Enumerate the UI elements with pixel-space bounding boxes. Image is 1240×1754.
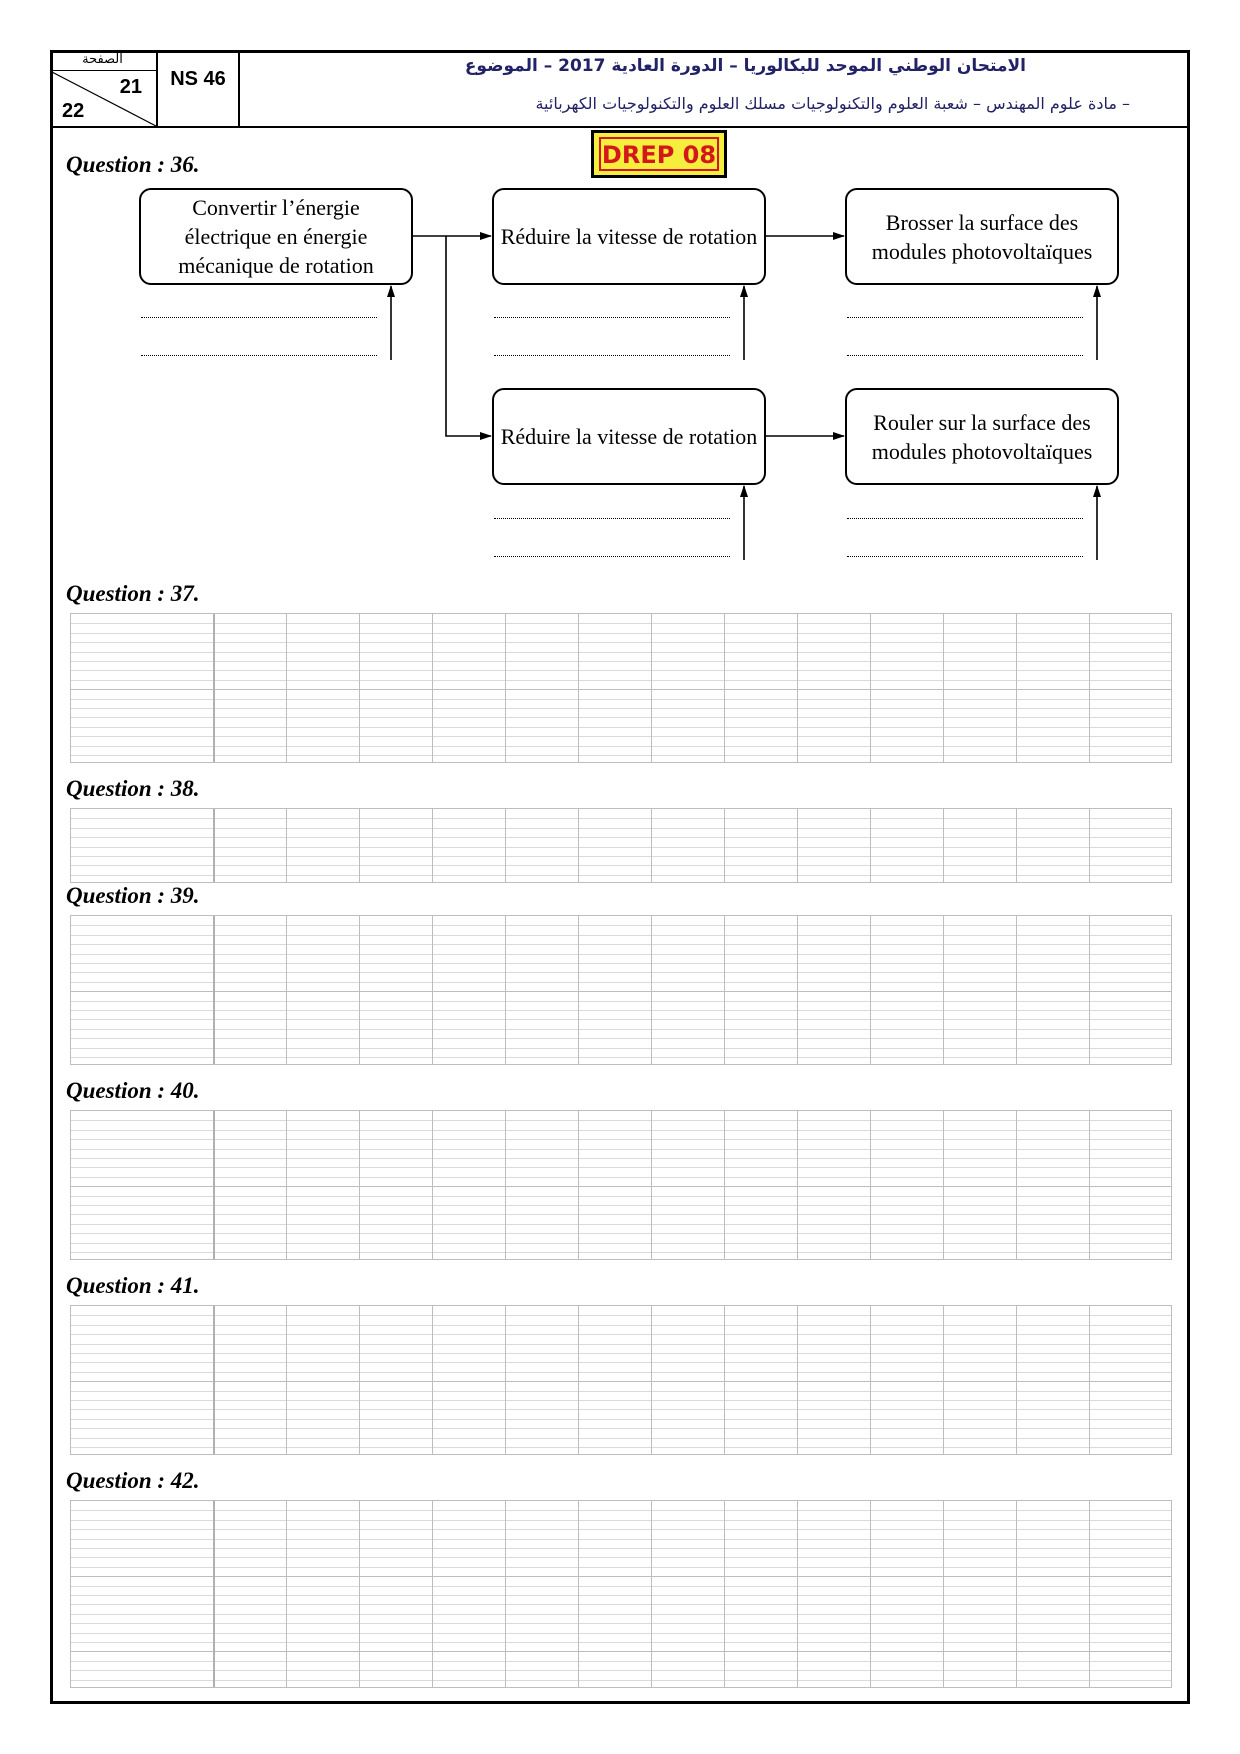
grid-rule — [71, 1120, 1171, 1121]
grid-rule — [71, 1548, 1171, 1549]
grid-rule — [71, 1362, 1171, 1363]
grid-column — [359, 916, 360, 1064]
grid-rule — [71, 1391, 1171, 1392]
grid-column — [1089, 916, 1090, 1064]
grid-column — [286, 1306, 287, 1454]
exam-code: NS 46 — [158, 50, 240, 126]
grid-column — [651, 1111, 652, 1259]
grid-rule — [71, 1139, 1171, 1140]
grid-column — [943, 1111, 944, 1259]
grid-column — [432, 809, 433, 882]
grid-rule — [71, 1661, 1171, 1662]
answer-dots-brush-2[interactable] — [847, 355, 1083, 356]
grid-rule — [71, 727, 1171, 728]
grid-column — [870, 1306, 871, 1454]
exam-title — [240, 50, 1186, 126]
grid-rule — [71, 1252, 1171, 1253]
grid-column — [1016, 916, 1017, 1064]
grid-rule — [71, 1196, 1171, 1197]
grid-rule — [71, 875, 1171, 876]
grid-column — [1089, 1306, 1090, 1454]
answer-dots-brush-1[interactable] — [847, 317, 1083, 318]
grid-rule — [71, 1372, 1171, 1373]
grid-column — [870, 809, 871, 882]
question-39-label: Question : 39. — [66, 883, 200, 908]
grid-rule — [71, 1177, 1171, 1178]
grid-column — [797, 916, 798, 1064]
grid-rule — [71, 982, 1171, 983]
grid-column — [797, 1501, 798, 1687]
grid-rule — [71, 1048, 1171, 1049]
function-box-brush: Brosser la surface des modules photovoltaïques — [845, 188, 1119, 285]
grid-column — [213, 614, 215, 762]
grid-rule — [71, 828, 1171, 829]
grid-column — [1016, 1111, 1017, 1259]
grid-rule — [71, 1029, 1171, 1030]
grid-column — [870, 614, 871, 762]
grid-column — [505, 1501, 506, 1687]
answer-dots-roll-2[interactable] — [847, 556, 1083, 557]
grid-rule — [71, 1233, 1171, 1234]
question-38-label: Question : 38. — [66, 776, 200, 801]
grid-column — [505, 809, 506, 882]
page-number-box — [50, 50, 158, 126]
grid-column — [1016, 1306, 1017, 1454]
grid-rule — [71, 1595, 1171, 1596]
grid-column — [213, 1306, 215, 1454]
grid-rule — [71, 736, 1171, 737]
answer-dots-convert-2[interactable] — [141, 355, 377, 356]
grid-rule — [71, 1633, 1171, 1634]
answer-dots-reduce-top-1[interactable] — [494, 317, 730, 318]
grid-column — [1016, 809, 1017, 882]
grid-rule — [71, 1344, 1171, 1345]
grid-rule — [71, 1214, 1171, 1215]
grid-column — [359, 809, 360, 882]
grid-rule — [71, 972, 1171, 973]
grid-column — [578, 916, 579, 1064]
grid-column — [797, 809, 798, 882]
grid-rule — [71, 865, 1171, 866]
grid-column — [724, 916, 725, 1064]
answer-dots-roll-1[interactable] — [847, 518, 1083, 519]
grid-rule — [71, 680, 1171, 681]
function-box-convert: Convertir l’énergie électrique en énergie mécanique de rotation — [139, 188, 413, 285]
grid-rule — [71, 1038, 1171, 1039]
grid-column — [213, 809, 215, 882]
grid-rule — [71, 944, 1171, 945]
grid-rule — [71, 699, 1171, 700]
grid-column — [578, 1306, 579, 1454]
grid-rule — [71, 1539, 1171, 1540]
grid-rule — [71, 1438, 1171, 1439]
grid-rule — [71, 1224, 1171, 1225]
grid-column — [797, 1306, 798, 1454]
exam-title-line1: الامتحان الوطني الموحد للبكالوريا – الدورة العادية 2017 – الموضوع — [464, 56, 1026, 76]
grid-column — [870, 916, 871, 1064]
grid-rule — [71, 1010, 1171, 1011]
grid-rule — [71, 1315, 1171, 1316]
question-40-label: Question : 40. — [66, 1078, 200, 1103]
grid-column — [724, 1306, 725, 1454]
grid-rule — [71, 1334, 1171, 1335]
grid-column — [1089, 1111, 1090, 1259]
grid-rule — [71, 1623, 1171, 1624]
grid-rule — [71, 856, 1171, 857]
grid-column — [943, 1501, 944, 1687]
grid-column — [432, 1306, 433, 1454]
grid-column — [651, 809, 652, 882]
grid-column — [432, 916, 433, 1064]
grid-rule — [71, 755, 1171, 756]
answer-dots-convert-1[interactable] — [141, 317, 377, 318]
grid-column — [213, 1501, 215, 1687]
grid-column — [359, 1501, 360, 1687]
grid-rule — [71, 954, 1171, 955]
grid-column — [505, 1111, 506, 1259]
grid-rule — [71, 1680, 1171, 1681]
grid-rule — [71, 642, 1171, 643]
answer-dots-reduce-top-2[interactable] — [494, 355, 730, 356]
grid-column — [505, 916, 506, 1064]
grid-rule — [71, 935, 1171, 936]
grid-column — [359, 614, 360, 762]
answer-dots-reduce-bottom-1[interactable] — [494, 518, 730, 519]
grid-column — [359, 1306, 360, 1454]
question-41-label: Question : 41. — [66, 1273, 200, 1298]
answer-dots-reduce-bottom-2[interactable] — [494, 556, 730, 557]
grid-rule — [71, 1001, 1171, 1002]
function-box-roll: Rouler sur la surface des modules photovoltaïques — [845, 388, 1119, 485]
grid-column — [213, 1111, 215, 1259]
grid-rule — [71, 1158, 1171, 1159]
grid-column — [724, 809, 725, 882]
answer-grid-40[interactable] — [70, 1110, 1172, 1260]
grid-rule — [71, 1520, 1171, 1521]
grid-column — [578, 1111, 579, 1259]
grid-column — [1016, 614, 1017, 762]
grid-rule — [71, 818, 1171, 819]
page-label: الصفحة — [82, 52, 123, 67]
grid-column — [870, 1111, 871, 1259]
page-current: 21 — [119, 76, 142, 98]
grid-rule — [71, 1019, 1171, 1020]
grid-column — [213, 916, 215, 1064]
grid-rule — [71, 1614, 1171, 1615]
grid-column — [797, 614, 798, 762]
grid-rule — [71, 1057, 1171, 1058]
grid-column — [1089, 1501, 1090, 1687]
grid-rule — [71, 1428, 1171, 1429]
grid-rule — [71, 1243, 1171, 1244]
grid-column — [578, 614, 579, 762]
grid-rule — [71, 689, 1171, 690]
grid-column — [432, 614, 433, 762]
answer-grid-39[interactable] — [70, 915, 1172, 1065]
question-42-label: Question : 42. — [66, 1468, 200, 1493]
grid-rule — [71, 925, 1171, 926]
grid-column — [943, 916, 944, 1064]
grid-column — [286, 614, 287, 762]
grid-column — [578, 809, 579, 882]
grid-rule — [71, 633, 1171, 634]
page-total: 22 — [62, 100, 85, 122]
function-box-reduce-speed-top: Réduire la vitesse de rotation — [492, 188, 766, 285]
drep-badge — [591, 130, 727, 178]
grid-column — [432, 1501, 433, 1687]
grid-rule — [71, 1604, 1171, 1605]
answer-grid-41[interactable] — [70, 1305, 1172, 1455]
grid-column — [651, 1306, 652, 1454]
grid-column — [870, 1501, 871, 1687]
grid-rule — [71, 1586, 1171, 1587]
grid-rule — [71, 837, 1171, 838]
grid-column — [1016, 1501, 1017, 1687]
grid-column — [505, 614, 506, 762]
grid-column — [286, 1501, 287, 1687]
grid-rule — [71, 1567, 1171, 1568]
grid-rule — [71, 623, 1171, 624]
grid-rule — [71, 1167, 1171, 1168]
grid-column — [724, 1501, 725, 1687]
grid-rule — [71, 1205, 1171, 1206]
grid-column — [797, 1111, 798, 1259]
grid-rule — [71, 1670, 1171, 1671]
answer-grid-38[interactable] — [70, 808, 1172, 883]
grid-column — [651, 614, 652, 762]
grid-rule — [71, 1447, 1171, 1448]
grid-rule — [71, 1557, 1171, 1558]
grid-column — [724, 1111, 725, 1259]
grid-rule — [71, 652, 1171, 653]
exam-title-line2: – مادة علوم المهندس – شعبة العلوم والتكنولوجيات مسلك العلوم والتكنولوجيات الكهربائية — [535, 94, 1130, 113]
grid-column — [286, 1111, 287, 1259]
grid-rule — [71, 991, 1171, 992]
grid-rule — [71, 1325, 1171, 1326]
grid-column — [651, 1501, 652, 1687]
question-36-label: Question : 36. — [66, 152, 200, 177]
grid-rule — [71, 708, 1171, 709]
grid-rule — [71, 1149, 1171, 1150]
grid-rule — [71, 1419, 1171, 1420]
grid-column — [724, 614, 725, 762]
grid-rule — [71, 1381, 1171, 1382]
answer-grid-42[interactable] — [70, 1500, 1172, 1688]
grid-rule — [71, 1400, 1171, 1401]
grid-rule — [71, 1642, 1171, 1643]
question-37-label: Question : 37. — [66, 581, 200, 606]
grid-rule — [71, 963, 1171, 964]
function-box-reduce-speed-bottom: Réduire la vitesse de rotation — [492, 388, 766, 485]
grid-column — [505, 1306, 506, 1454]
grid-column — [943, 809, 944, 882]
grid-rule — [71, 1186, 1171, 1187]
grid-column — [1089, 614, 1090, 762]
grid-rule — [71, 847, 1171, 848]
grid-rule — [71, 1529, 1171, 1530]
answer-grid-37[interactable] — [70, 613, 1172, 763]
grid-column — [359, 1111, 360, 1259]
grid-column — [432, 1111, 433, 1259]
grid-column — [651, 916, 652, 1064]
drep-label: DREP 08 — [599, 137, 719, 171]
grid-column — [943, 614, 944, 762]
grid-rule — [71, 746, 1171, 747]
grid-column — [286, 809, 287, 882]
grid-rule — [71, 1130, 1171, 1131]
grid-column — [286, 916, 287, 1064]
grid-column — [943, 1306, 944, 1454]
grid-rule — [71, 1651, 1171, 1652]
grid-rule — [71, 1353, 1171, 1354]
grid-rule — [71, 661, 1171, 662]
grid-rule — [71, 1409, 1171, 1410]
grid-column — [578, 1501, 579, 1687]
grid-rule — [71, 1510, 1171, 1511]
grid-rule — [71, 1576, 1171, 1577]
grid-rule — [71, 670, 1171, 671]
grid-rule — [71, 717, 1171, 718]
grid-column — [1089, 809, 1090, 882]
exam-header — [50, 50, 1190, 128]
